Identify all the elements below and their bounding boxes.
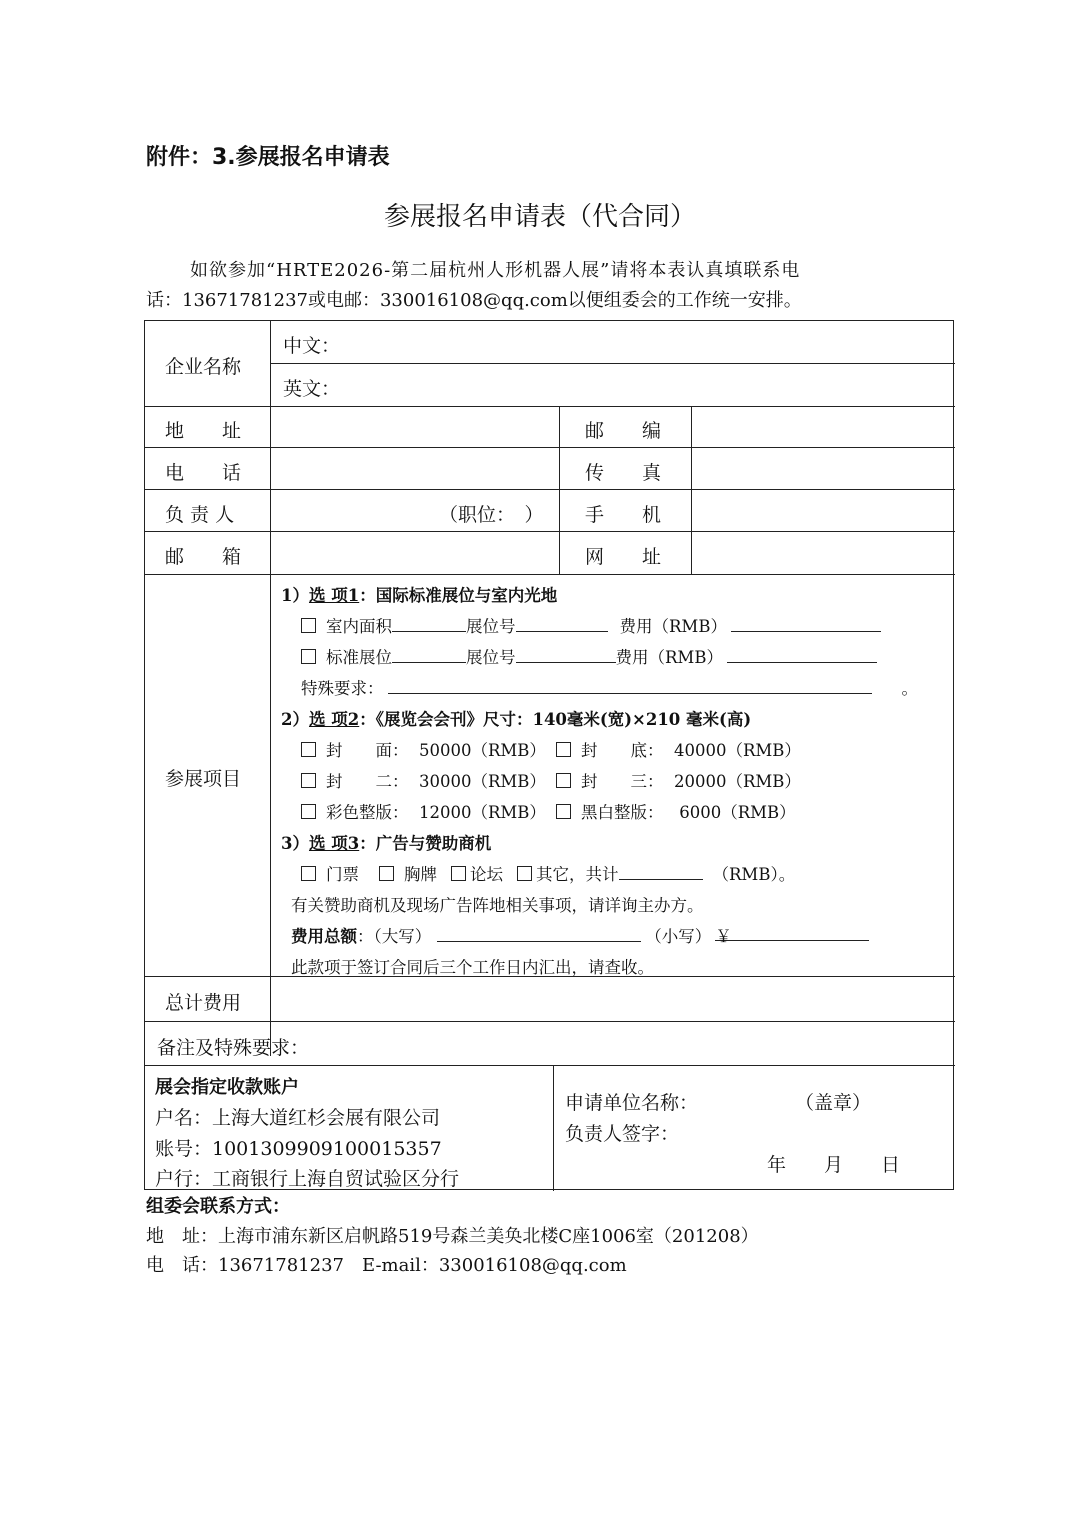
- email-label: 邮 箱: [165, 546, 242, 568]
- sponsor-note: 有关赞助商机及现场广告阵地相关事项，请详询主办方。: [291, 896, 704, 915]
- option-3-heading: 3）选 项3：广告与赞助商机: [281, 834, 492, 853]
- sponsorship-row: 门票 胸牌 论坛 其它，共计 （RMB）。: [301, 861, 795, 885]
- indoor-fee-input[interactable]: [731, 614, 881, 632]
- badge-checkbox[interactable]: [379, 866, 394, 881]
- color-page-checkbox[interactable]: [301, 804, 316, 819]
- website-label: 网 址: [585, 546, 662, 568]
- standard-booth-no-input[interactable]: [516, 645, 616, 663]
- payment-note: 此款项于签订合同后三个工作日内汇出，请查收。: [291, 958, 654, 977]
- intro-paragraph: [146, 256, 954, 316]
- contact-phone: 电 话：13671781237 E-mail：330016108@qq.com: [146, 1255, 627, 1276]
- special-request-row: 特殊要求： 。: [301, 675, 918, 699]
- front-cover-checkbox[interactable]: [301, 742, 316, 757]
- option-1-standard-row: 标准展位 展位号 费用（RMB）: [301, 644, 877, 668]
- option-2-heading: 2）选 项2：《展览会会刊》尺寸：140毫米(宽)×210 毫米(高): [281, 710, 752, 729]
- intro-line-1: 如欲参加“HRTE2026-第二届杭州人形机器人展”请将本表认真填联系电: [190, 260, 801, 281]
- attachment-title: 附件：3.参展报名申请表: [146, 145, 390, 170]
- other-total-input[interactable]: [619, 862, 703, 880]
- fax-label: 传 真: [585, 462, 662, 484]
- postcode-label: 邮 编: [585, 420, 662, 442]
- company-cn-field[interactable]: 中文：: [283, 335, 341, 357]
- option-1-heading: 1）选 项1：国际标准展位与室内光地: [281, 586, 558, 605]
- inside-back-cover-checkbox[interactable]: [556, 773, 571, 788]
- intro-line-2: 话：13671781237或电邮：330016108@qq.com以便组委会的工作统一安排。: [146, 290, 802, 311]
- standard-booth-input[interactable]: [392, 645, 466, 663]
- account-number: 账号：1001309909100015357: [155, 1138, 442, 1160]
- special-request-input[interactable]: [388, 676, 872, 694]
- account-name: 户名：上海大道红杉会展有限公司: [155, 1107, 441, 1129]
- company-en-field[interactable]: 英文：: [283, 378, 341, 400]
- standard-booth-checkbox[interactable]: [301, 649, 316, 664]
- total-amount-figures-input[interactable]: ￥: [715, 923, 869, 941]
- standard-fee-input[interactable]: [727, 645, 877, 663]
- contact-address: 地 址：上海市浦东新区启帆路519号森兰美奂北楼C座1006室（201208）: [146, 1226, 759, 1247]
- form-title: 参展报名申请表（代合同）: [383, 202, 696, 232]
- participation-label: 参展项目: [165, 768, 242, 790]
- catalog-row-2: 封 二： 30000（RMB） 封 三： 20000（RMB）: [301, 768, 801, 792]
- account-heading: 展会指定收款账户: [155, 1077, 299, 1098]
- application-form: [144, 320, 954, 1190]
- inside-front-cover-checkbox[interactable]: [301, 773, 316, 788]
- person-in-charge-label: 负 责 人: [165, 504, 235, 526]
- indoor-area-checkbox[interactable]: [301, 618, 316, 633]
- back-cover-checkbox[interactable]: [556, 742, 571, 757]
- total-fee-label: 总计费用: [165, 992, 242, 1014]
- option-1-indoor-row: 室内面积 展位号 费用（RMB）: [301, 613, 881, 637]
- indoor-booth-no-input[interactable]: [516, 614, 608, 632]
- catalog-row-3: 彩色整版： 12000（RMB） 黑白整版： 6000（RMB）: [301, 799, 796, 823]
- position-field[interactable]: （职位： ）: [439, 504, 544, 526]
- indoor-area-input[interactable]: [392, 614, 466, 632]
- remarks-label: 备注及特殊要求：: [157, 1037, 310, 1059]
- date-label: 年 月 日: [767, 1154, 901, 1176]
- company-name-label: 企业名称: [165, 356, 242, 378]
- total-amount-row: 费用总额：（大写） （小写） ￥: [291, 923, 869, 947]
- catalog-row-1: 封 面： 50000（RMB） 封 底： 40000（RMB）: [301, 737, 801, 761]
- contact-heading: 组委会联系方式：: [146, 1196, 290, 1217]
- bw-page-checkbox[interactable]: [556, 804, 571, 819]
- signature-label: 负责人签字：: [565, 1123, 680, 1145]
- mobile-label: 手 机: [585, 504, 662, 526]
- phone-label: 电 话: [165, 462, 242, 484]
- address-label: 地 址: [165, 420, 242, 442]
- other-checkbox[interactable]: [517, 866, 532, 881]
- forum-checkbox[interactable]: [451, 866, 466, 881]
- seal-label: （盖章）: [795, 1092, 872, 1114]
- account-bank: 户行：工商银行上海自贸试验区分行: [155, 1168, 460, 1190]
- ticket-checkbox[interactable]: [301, 866, 316, 881]
- total-amount-words-input[interactable]: [437, 924, 641, 942]
- applicant-unit-label: 申请单位名称：: [565, 1092, 699, 1114]
